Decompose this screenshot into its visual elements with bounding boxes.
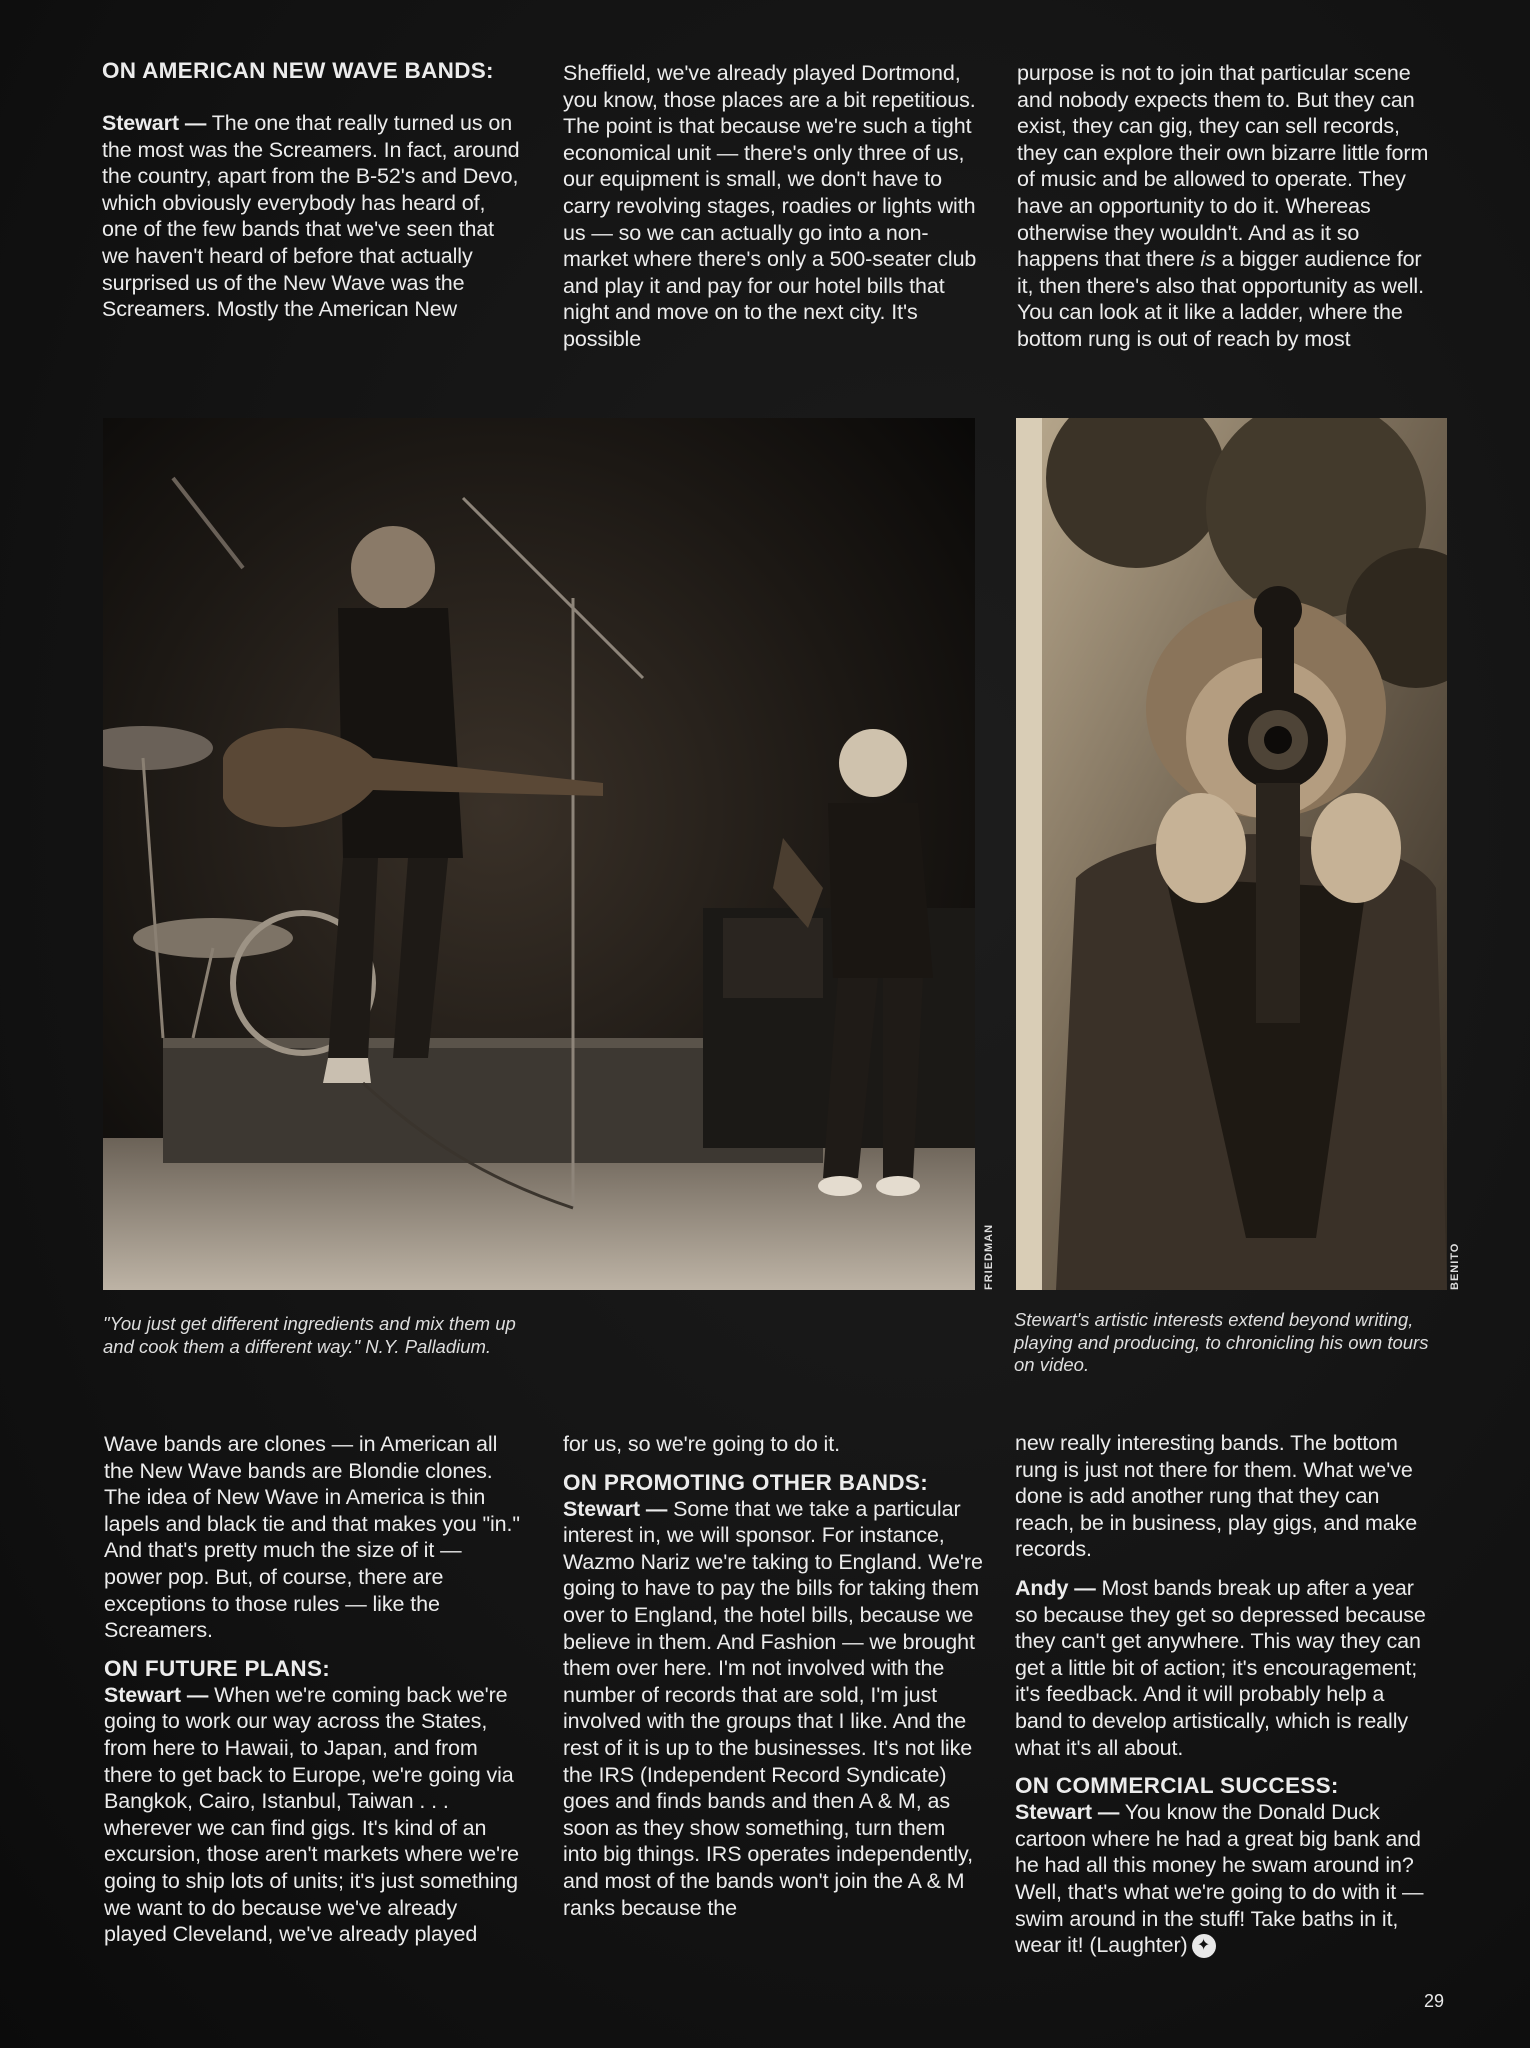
column-2-top [563, 60, 983, 353]
paragraph-text: You know the Donald Duck cartoon where he had a great big bank and he had all this money he swam around in? Well, that's what we're going to do with it — swim around in the stuff! Take baths in it, wear it! (Laughter) [1015, 1800, 1424, 1958]
section-heading-promoting-other-bands: ON PROMOTING OTHER BANDS: [563, 1469, 928, 1495]
speaker-name: Andy — [1015, 1575, 1096, 1600]
video-camera-photo [1016, 418, 1447, 1290]
paragraph [102, 110, 522, 323]
end-of-article-icon: ✦ [1192, 1934, 1216, 1958]
paragraph [104, 1682, 524, 1948]
page-number: 29 [1424, 1991, 1445, 2011]
section-heading-commercial-success: ON COMMERCIAL SUCCESS: [1015, 1773, 1339, 1799]
paragraph-text: Some that we take a particular interest in, we will sponsor. For instance, Wazmo Nariz we're taking to England. We're going to have to pay the bills for taking them over to England, the hotel bills, because we believe in them. And Fashion — we brought them over here. I'm not involved with the number of records that are sold, I'm just involved with the groups that I like. And the rest of it is up to the businesses. It's not like the IRS (Independent Record Syndicate) goes and finds bands and then A & M, as soon as they show something, turn them into big things. IRS operates independently, and most of the bands won't join the A & M ranks because the [563, 1496, 983, 1920]
concert-photo-caption: "You just get different ingredients and mix them up and cook them a different way." N.Y. Palladium. [103, 1313, 516, 1357]
paragraph [1015, 1575, 1435, 1761]
speaker-name: Stewart — [102, 111, 207, 135]
paragraph-text: Wave bands are clones — in American all the New Wave bands are Blondie clones. The idea of New Wave in America is thin lapels and black tie and that makes you "in." And that's pretty much the size of it — power pop. But, of course, there are exceptions to those rules — like the Screamers. [104, 1432, 520, 1643]
concert-photo-image [103, 418, 975, 1290]
paragraph-text: Sheffield, we've already played Dortmond, you know, those places are a bit repetitious. The point is that because we're such a tight economical unit — there's only three of us, our equipment is small, we don't have to carry revolving stages, roadies or lights with us — so we can actually go into a non-market where there's only a 500-seater club and play it and pay for our hotel bills that night and move on to the next city. It's possible [563, 61, 977, 351]
paragraph-text: When we're coming back we're going to work our way across the States, from here to Hawaii, to Japan, and from there to get back to Europe, we're going via Bangkok, Cairo, Istanbul, Taiwan . . . wherever we can find gigs. It's kind of an excursion, those aren't markets where we're going to ship lots of units; it's just something we want to do because we've already played Cleveland, we've already played [104, 1682, 519, 1947]
speaker-name: Stewart — [563, 1496, 668, 1521]
section-heading-future-plans: ON FUTURE PLANS: [104, 1655, 331, 1681]
paragraph-text: The one that really turned us on the most was the Screamers. In fact, around the country, apart from the B-52's and Devo, which obviously everybody has heard of, one of the few bands that we've seen that we haven't heard of before that actually surprised us of the New Wave was the Screamers. Mostly the American New [102, 111, 520, 322]
paragraph [1015, 1799, 1435, 1959]
speaker-name: Stewart — [104, 1682, 209, 1707]
paragraph [1017, 60, 1437, 353]
photo-credit-right: BENITO [1449, 1242, 1461, 1290]
speaker-name: Stewart — [1015, 1800, 1120, 1825]
paragraph-text: purpose is not to join that particular scene and nobody expects them to. But they can exist, they can gig, they can sell records, they can explore their own bizarre little form of music and be allowed to operate. They have an opportunity to do it. Whereas otherwise they wouldn't. And as it so happens that there [1017, 61, 1429, 272]
paragraph-text: new really interesting bands. The bottom rung is just not there for them. What we've done is add another rung that they can reach, be in business, play gigs, and make records. [1015, 1431, 1418, 1562]
paragraph-text: Most bands break up after a year so because they get so depressed because they can't get anywhere. This way they can get a little bit of action; it's encouragement; it's feedback. And it will probably help a band to develop artistically, which is really what it's all about. [1015, 1575, 1426, 1760]
paragraph [563, 1496, 983, 1922]
paragraph-text: for us, so we're going to do it. [563, 1432, 840, 1456]
column-3-top [1017, 60, 1437, 353]
column-2-bottom [563, 1431, 983, 1921]
column-3-bottom [1015, 1430, 1435, 1959]
column-1-top [102, 58, 522, 323]
video-camera-photo-image [1016, 418, 1447, 1290]
paragraph-text: a bigger audience for it, then there's also that opportunity as well. You can look at it like a ladder, where the bottom rung is out of reach by most [1017, 247, 1424, 351]
section-heading-american-new-wave: ON AMERICAN NEW WAVE BANDS: [102, 58, 494, 83]
concert-photo [103, 418, 975, 1290]
emphasis-text: is [1200, 247, 1216, 272]
video-photo-caption: Stewart's artistic interests extend beyond writing, playing and producing, to chronicling his own tours on video. [1014, 1309, 1429, 1375]
column-1-bottom [104, 1431, 524, 1948]
photo-credit-left: FRIEDMAN [983, 1223, 995, 1290]
